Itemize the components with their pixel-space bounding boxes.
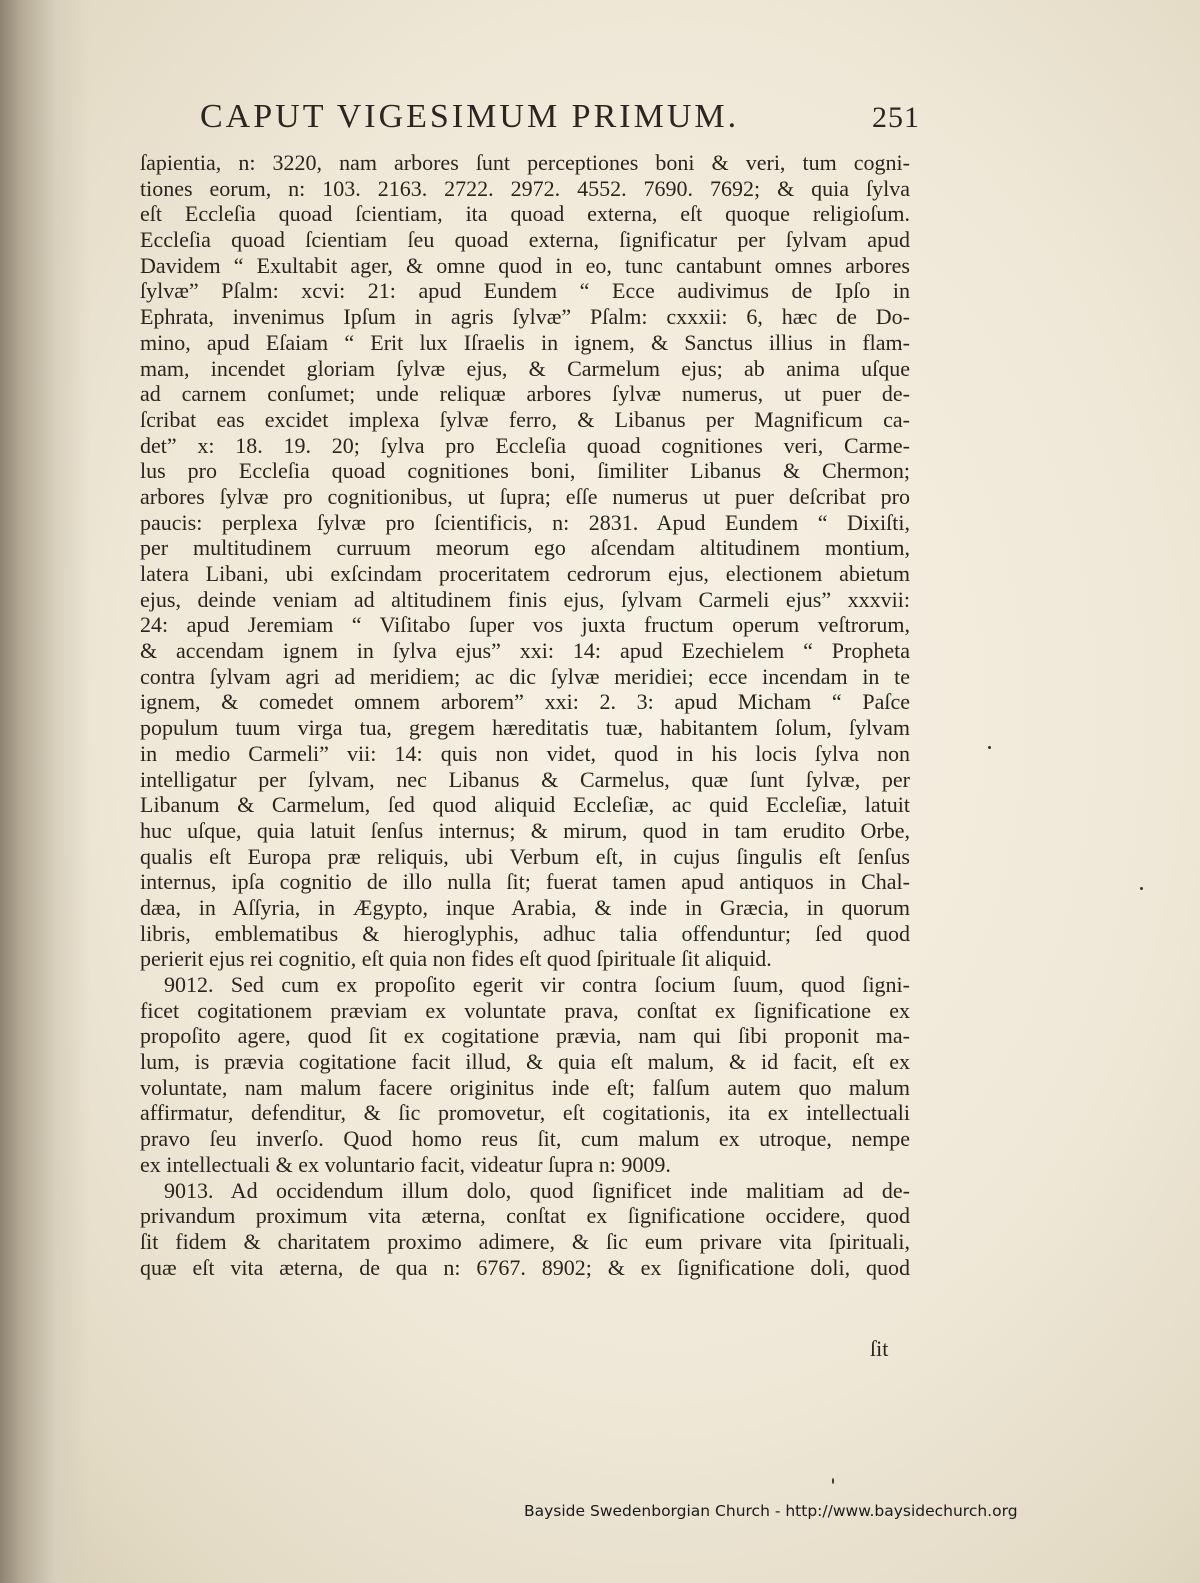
text-line: det” x: 18. 19. 20; ſylva pro Eccleſia quoad cognitiones veri, Carme- <box>140 432 910 458</box>
text-line: ejus, deinde veniam ad altitudinem finis ejus, ſylvam Carmeli ejus” xxxvii: <box>140 586 910 612</box>
text-line: ſylvæ” Pſalm: xcvi: 21: apud Eundem “ Ecce audivimus de Ipſo in <box>140 278 910 304</box>
text-line: qualis eſt Europa præ reliquis, ubi Verbum eſt, in cujus ſingulis eſt ſenſus <box>140 843 910 869</box>
text-line: ex intellectuali & ex voluntario facit, videatur ſupra n: 9009. <box>140 1151 671 1177</box>
text-line: dæa, in Aſſyria, in Ægypto, inque Arabia, & inde in Græcia, in quorum <box>140 894 910 920</box>
text-line: Eccleſia quoad ſcientiam ſeu quoad externa, ſignificatur per ſylvam apud <box>140 227 910 253</box>
text-line: internus, ipſa cognitio de illo nulla ſit; fuerat tamen apud antiquos in Chal- <box>140 869 910 895</box>
running-head <box>200 98 920 148</box>
text-line: pravo ſeu inverſo. Quod homo reus ſit, cum malum ex utroque, nempe <box>140 1126 910 1152</box>
paper-speck <box>832 1478 834 1484</box>
text-line: in medio Carmeli” vii: 14: quis non videt, quod in his locis ſylva non <box>140 740 910 766</box>
text-line: intelligatur per ſylvam, nec Libanus & Carmelus, quæ ſunt ſylvæ, per <box>140 766 910 792</box>
text-line: populum tuum virga tua, gregem hæreditatis tuæ, habitantem ſolum, ſylvam <box>140 715 910 741</box>
text-line: perierit ejus rei cognitio, eſt quia non fides eſt quod ſpirituale ſit aliquid. <box>140 946 772 972</box>
text-line: 24: apud Jeremiam “ Viſitabo ſuper vos juxta fructum operum veſtrorum, <box>140 612 910 638</box>
chapter-title: CAPUT VIGESIMUM PRIMUM. <box>200 98 740 135</box>
text-line: latera Libani, ubi exſcindam proceritatem cedrorum ejus, electionem abietum <box>140 561 910 586</box>
text-line: ad carnem conſumet; unde reliquæ arbores ſylvæ numerus, ut puer de- <box>140 381 910 407</box>
text-line: lum, is prævia cogitatione facit illud, & quia eſt malum, & id facit, eſt ex <box>140 1049 910 1075</box>
text-line: 9012. Sed cum ex propoſito egerit vir contra ſocium ſuum, quod ſigni- <box>164 972 910 997</box>
text-line: libris, emblematibus & hieroglyphis, adhuc talia offenduntur; ſed quod <box>140 920 910 946</box>
body-text <box>140 150 910 1280</box>
text-line: ſit fidem & charitatem proximo adimere, & ſic eum privare vita ſpirituali, <box>140 1228 910 1254</box>
text-line: ignem, & comedet omnem arborem” xxi: 2. 3: apud Micham “ Paſce <box>140 689 910 715</box>
paper-speck <box>988 746 991 749</box>
text-line: privandum proximum vita æterna, conſtat ex ſignificatione occidere, quod <box>140 1203 910 1229</box>
text-line: 9013. Ad occidendum illum dolo, quod ſignificet inde malitiam ad de- <box>164 1177 910 1203</box>
text-line: huc uſque, quia latuit ſenſus internus; & mirum, quod in tam erudito Orbe, <box>140 817 910 843</box>
text-line: per multitudinem curruum meorum ego aſcendam altitudinem montium, <box>140 535 910 561</box>
text-line: arbores ſylvæ pro cognitionibus, ut ſupra; eſſe numerus ut puer deſcribat pro <box>140 483 910 509</box>
text-line: voluntate, nam malum facere originitus inde eſt; falſum autem quo malum <box>140 1074 910 1100</box>
paper-speck <box>1140 887 1143 890</box>
text-line: lus pro Eccleſia quoad cognitiones boni, ſimiliter Libanus & Chermon; <box>140 458 910 484</box>
text-line: ſcribat eas excidet implexa ſylvæ ferro, & Libanus per Magnificum ca- <box>140 406 910 432</box>
footer-credit: Bayside Swedenborgian Church - http://www.baysidechurch.org <box>524 1502 1018 1520</box>
text-line: contra ſylvam agri ad meridiem; ac dic ſylvæ meridiei; ecce incendam in te <box>140 663 910 689</box>
text-line: quæ eſt vita æterna, de qua n: 6767. 8902; & ex ſignificatione doli, quod <box>140 1254 910 1280</box>
text-line: mam, incendet gloriam ſylvæ ejus, & Carmelum ejus; ab anima uſque <box>140 355 910 381</box>
text-line: Ephrata, invenimus Ipſum in agris ſylvæ” Pſalm: cxxxii: 6, hæc de Do- <box>140 304 910 330</box>
text-line: ficet cogitationem præviam ex voluntate prava, conſtat ex ſignificatione ex <box>140 997 910 1023</box>
text-line: affirmatur, defenditur, & ſic promovetur, eſt cogitationis, ita ex intellectuali <box>140 1100 910 1126</box>
text-line: & accendam ignem in ſylva ejus” xxi: 14: apud Ezechielem “ Propheta <box>140 638 910 664</box>
text-line: Libanum & Carmelum, ſed quod aliquid Eccleſiæ, ac quid Eccleſiæ, latuit <box>140 792 910 818</box>
text-line: Davidem “ Exultabit ager, & omne quod in eo, tunc cantabunt omnes arbores <box>140 252 910 278</box>
text-line: tiones eorum, n: 103. 2163. 2722. 2972. 4552. 7690. 7692; & quia ſylva <box>140 175 910 201</box>
text-line: eſt Eccleſia quoad ſcientiam, ita quoad externa, eſt quoque religioſum. <box>140 201 910 227</box>
text-line: paucis: perplexa ſylvæ pro ſcientificis, n: 2831. Apud Eundem “ Dixiſti, <box>140 509 910 535</box>
catchword: ſit <box>870 1336 889 1361</box>
text-line: propoſito agere, quod ſit ex cogitatione prævia, nam qui ſibi proponit ma- <box>140 1023 910 1049</box>
text-line: mino, apud Eſaiam “ Erit lux Iſraelis in ignem, & Sanctus illius in flam- <box>140 329 910 355</box>
binding-gutter-shadow <box>0 0 90 1583</box>
page-number: 251 <box>872 101 920 134</box>
text-line: ſapientia, n: 3220, nam arbores ſunt perceptiones boni & veri, tum cogni- <box>140 150 910 175</box>
